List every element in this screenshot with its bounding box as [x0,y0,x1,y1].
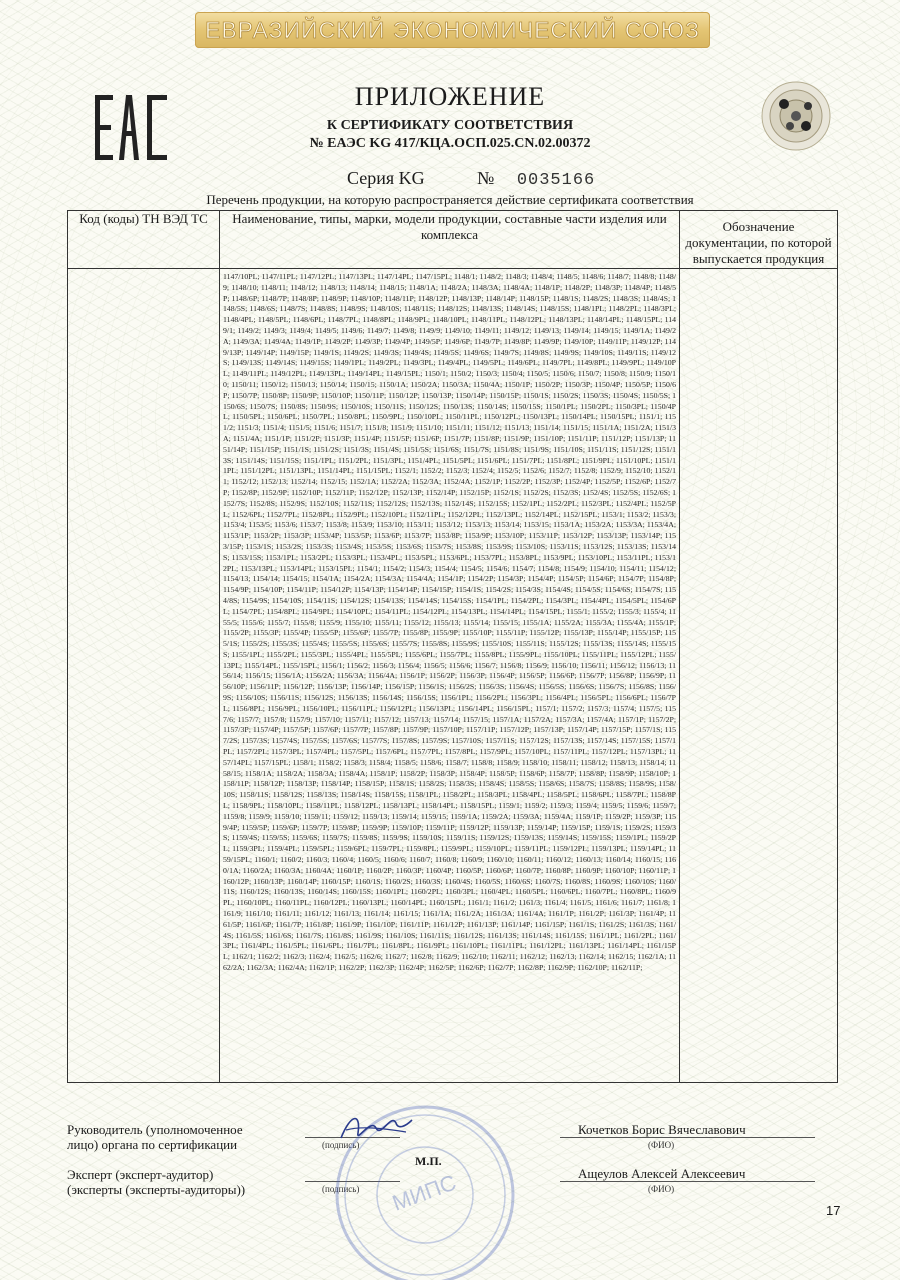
expert-label [67,1167,245,1197]
page-subtitle: К СЕРТИФИКАТУ СООТВЕТСТВИЯ [326,118,574,133]
expert-signature-caption: (подпись) [322,1184,360,1194]
head-label-line-2: лицо) органа по сертификации [67,1137,238,1152]
stamp-place-label: М.П. [415,1154,442,1168]
header-hs-code: Код (коды) ТН ВЭД ТС [68,211,220,269]
expert-name: Ащеулов Алексей Алексеевич [578,1166,746,1181]
eaeu-banner [195,12,710,48]
expert-fio-caption: (ФИО) [648,1184,675,1194]
head-name: Кочетков Борис Вячеславович [578,1122,746,1137]
list-caption: Перечень продукции, на которую распространяется действие сертификата соответствия [206,192,694,207]
series-label: Серия KG [347,168,425,188]
table-row [68,269,838,1083]
head-signature-caption: (подпись) [322,1140,360,1150]
head-label [67,1122,243,1152]
series-line [347,168,595,190]
expert-label-line-1: Эксперт (эксперт-аудитор) [67,1167,214,1182]
head-name-line [560,1137,815,1138]
handwritten-signature-icon [336,1108,416,1148]
hs-code-cell [68,269,220,1083]
header-product-name: Наименование, типы, марки, модели продукции, составные части изделия или комплекса [220,211,680,269]
expert-name-line [560,1181,815,1182]
head-label-line-1: Руководитель (уполномоченное [67,1122,243,1137]
products-table [67,210,838,1083]
product-cell [220,269,680,1083]
banner-text: ЕВРАЗИЙСКИЙ ЭКОНОМИЧЕСКИЙ СОЮЗ [205,16,700,43]
series-no-sign: № [477,168,495,188]
expert-label-line-2: (эксперты (эксперты-аудиторы)) [67,1182,246,1197]
documentation-cell [680,269,838,1083]
page-title: ПРИЛОЖЕНИЕ [354,82,546,111]
head-fio-caption: (ФИО) [648,1140,675,1150]
product-codes-list: 1147/10PL; 1147/11PL; 1147/12PL; 1147/13PL; 1147/14PL; 1147/15PL; 1148/1; 1148/2; 1148/3; 1148/4; 1148/5; 1148/6; 1148/7; 1148/8; 1148/9; 1148/10; 1148/11; 1148/12; 1148/13; 1148/14; 1148/15; 1148/1A; 1148/2A; 1148/3A; 1148/4A; 1148/1P; 1148/2P; 1148/3P; 1148/4P; 1148/5P; 1148/6P; 1148/7P; 1148/8P; 1148/9P; 1148/10P; 1148/11P; 1148/12P; 1148/13P; 1148/14P; 1148/15P; 1148/1S; 1148/2S; 1148/3S; 1148/4S; 1148/5S; 1148/6S; 1148/7S; 1148/8S; 1148/9S; 1148/10S; 1148/11S; 1148/12S; 1148/13S; 1148/14S; 1148/15S; 1148/1PL; 1148/2PL; 1148/3PL; 1148/4PL; 1148/5PL; 1148/6PL; 1148/7PL; 1148/8PL; 1148/9PL; 1148/10PL; 1148/11PL; 1148/12PL; 1148/13PL; 1148/14PL; 1148/15PL; 1149/1; 1149/2; 1149/3; 1149/4; 1149/5; 1149/6; 1149/7; 1149/8; 1149/9; 1149/10; 1149/11; 1149/12; 1149/13; 1149/14; 1149/15; 1149/1A; 1149/2A; 1149/3A; 1149/4A; 1149/1P; 1149/2P; 1149/3P; 1149/4P; 1149/5P; 1149/6P; 1149/7P; 1149/8P; 1149/9P; 1149/10P; 1149/11P; 1149/12P; 1149/13P; 1149/14P; 1149/15P; 1149/1S; 1149/2S; 1149/3S; 1149/4S; 1149/5S; 1149/6S; 1149/7S; 1149/8S; 1149/9S; 1149/10S; 1149/11S; 1149/12S; 1149/13S; 1149/14S; 1149/15S; 1149/1PL; 1149/2PL; 1149/3PL; 1149/4PL; 1149/5PL; 1149/6PL; 1149/7PL; 1149/8PL; 1149/9PL; 1149/10PL; 1149/11PL; 1149/12PL; 1149/13PL; 1149/14PL; 1149/15PL; 1150/1; 1150/2; 1150/3; 1150/4; 1150/5; 1150/6; 1150/7; 1150/8; 1150/9; 1150/10; 1150/11; 1150/12; 1150/13; 1150/14; 1150/15; 1150/1A; 1150/2A; 1150/3A; 1150/4A; 1150/1P; 1150/2P; 1150/3P; 1150/4P; 1150/5P; 1150/6P; 1150/7P; 1150/8P; 1150/9P; 1150/10P; 1150/11P; 1150/12P; 1150/13P; 1150/14P; 1150/15P; 1150/1S; 1150/2S; 1150/3S; 1150/4S; 1150/5S; 1150/6S; 1150/7S; 1150/8S; 1150/9S; 1150/10S; 1150/11S; 1150/12S; 1150/13S; 1150/14S; 1150/15S; 1150/1PL; 1150/2PL; 1150/3PL; 1150/4PL; 1150/5PL; 1150/6PL; 1150/7PL; 1150/8PL; 1150/9PL; 1150/10PL; 1150/11PL; 1150/12PL; 1150/13PL; 1150/14PL; 1150/15PL; 1151/1; 1151/2; 1151/3; 1151/4; 1151/5; 1151/6; 1151/7; 1151/8; 1151/9; 1151/10; 1151/11; 1151/12; 1151/13; 1151/14; 1151/15; 1151/1A; 1151/2A; 1151/3A; 1151/4A; 1151/1P; 1151/2P; 1151/3P; 1151/4P; 1151/5P; 1151/6P; 1151/7P; 1151/8P; 1151/9P; 1151/10P; 1151/11P; 1151/12P; 1151/13P; 1151/14P; 1151/15P; 1151/1S; 1151/2S; 1151/3S; 1151/4S; 1151/5S; 1151/6S; 1151/7S; 1151/8S; 1151/9S; 1151/10S; 1151/11S; 1151/12S; 1151/13S; 1151/14S; 1151/15S; 1151/1PL; 1151/2PL; 1151/3PL; 1151/4PL; 1151/5PL; 1151/6PL; 1151/7PL; 1151/8PL; 1151/9PL; 1151/10PL; 1151/11PL; 1151/12PL; 1151/13PL; 1151/14PL; 1151/15PL; 1152/1; 1152/2; 1152/3; 1152/4; 1152/5; 1152/6; 1152/7; 1152/8; 1152/9; 1152/10; 1152/11; 1152/12; 1152/13; 1152/14; 1152/15; 1152/1A; 1152/2A; 1152/3A; 1152/4A; 1152/1P; 1152/2P; 1152/3P; 1152/4P; 1152/5P; 1152/6P; 1152/7P; 1152/8P; 1152/9P; 1152/10P; 1152/11P; 1152/12P; 1152/13P; 1152/14P; 1152/15P; 1152/1S; 1152/2S; 1152/3S; 1152/4S; 1152/5S; 1152/6S; 1152/7S; 1152/8S; 1152/9S; 1152/10S; 1152/11S; 1152/12S; 1152/13S; 1152/14S; 1152/15S; 1152/1PL; 1152/2PL; 1152/3PL; 1152/4PL; 1152/5PL; 1152/6PL; 1152/7PL; 1152/8PL; 1152/9PL; 1152/10PL; 1152/11PL; 1152/12PL; 1152/13PL; 1152/14PL; 1152/15PL; 1153/1; 1153/2; 1153/3; 1153/4; 1153/5; 1153/6; 1153/7; 1153/8; 1153/9; 1153/10; 1153/11; 1153/12; 1153/13; 1153/14; 1153/15; 1153/1A; 1153/2A; 1153/3A; 1153/4A; 1153/1P; 1153/2P; 1153/3P; 1153/4P; 1153/5P; 1153/6P; 1153/7P; 1153/8P; 1153/9P; 1153/10P; 1153/11P; 1153/12P; 1153/13P; 1153/14P; 1153/15P; 1153/1S; 1153/2S; 1153/3S; 1153/4S; 1153/5S; 1153/6S; 1153/7S; 1153/8S; 1153/9S; 1153/10S; 1153/11S; 1153/12S; 1153/13S; 1153/14S; 1153/15S; 1153/1PL; 1153/2PL; 1153/3PL; 1153/4PL; 1153/5PL; 1153/6PL; 1153/7PL; 1153/8PL; 1153/9PL; 1153/10PL; 1153/11PL; 1153/12PL; 1153/13PL; 1153/14PL; 1153/15PL; 1154/1; 1154/2; 1154/3; 1154/4; 1154/5; 1154/6; 1154/7; 1154/8; 1154/9; 1154/10; 1154/11; 1154/12; 1154/13; 1154/14; 1154/15; 1154/1A; 1154/2A; 1154/3A; 1154/4A; 1154/1P; 1154/2P; 1154/3P; 1154/4P; 1154/5P; 1154/6P; 1154/7P; 1154/8P; 1154/9P; 1154/10P; 1154/11P; 1154/12P; 1154/13P; 1154/14P; 1154/15P; 1154/1S; 1154/2S; 1154/3S; 1154/4S; 1154/5S; 1154/6S; 1154/7S; 1154/8S; 1154/9S; 1154/10S; 1154/11S; 1154/12S; 1154/13S; 1154/14S; 1154/15S; 1154/1PL; 1154/2PL; 1154/3PL; 1154/4PL; 1154/5PL; 1154/6PL; 1154/7PL; 1154/8PL; 1154/9PL; 1154/10PL; 1154/11PL; 1154/12PL; 1154/13PL; 1154/14PL; 1154/15PL; 1155/1; 1155/2; 1155/3; 1155/4; 1155/5; 1155/6; 1155/7; 1155/8; 1155/9; 1155/10; 1155/11; 1155/12; 1155/13; 1155/14; 1155/15; 1155/1A; 1155/2A; 1155/3A; 1155/4A; 1155/1P; 1155/2P; 1155/3P; 1155/4P; 1155/5P; 1155/6P; 1155/7P; 1155/8P; 1155/9P; 1155/10P; 1155/11P; 1155/12P; 1155/13P; 1155/14P; 1155/15P; 1155/1S; 1155/2S; 1155/3S; 1155/4S; 1155/5S; 1155/6S; 1155/7S; 1155/8S; 1155/9S; 1155/10S; 1155/11S; 1155/12S; 1155/13S; 1155/14S; 1155/15S; 1155/1PL; 1155/2PL; 1155/3PL; 1155/4PL; 1155/5PL; 1155/6PL; 1155/7PL; 1155/8PL; 1155/9PL; 1155/10PL; 1155/11PL; 1155/12PL; 1155/13PL; 1155/14PL; 1155/15PL; 1156/1; 1156/2; 1156/3; 1156/4; 1156/5; 1156/6; 1156/7; 1156/8; 1156/9; 1156/10; 1156/11; 1156/12; 1156/13; 1156/14; 1156/15; 1156/1A; 1156/2A; 1156/3A; 1156/4A; 1156/1P; 1156/2P; 1156/3P; 1156/4P; 1156/5P; 1156/6P; 1156/7P; 1156/8P; 1156/9P; 1156/10P; 1156/11P; 1156/12P; 1156/13P; 1156/14P; 1156/15P; 1156/1S; 1156/2S; 1156/3S; 1156/4S; 1156/5S; 1156/6S; 1156/7S; 1156/8S; 1156/9S; 1156/10S; 1156/11S; 1156/12S; 1156/13S; 1156/14S; 1156/15S; 1156/1PL; 1156/2PL; 1156/3PL; 1156/4PL; 1156/5PL; 1156/6PL; 1156/7PL; 1156/8PL; 1156/9PL; 1156/10PL; 1156/11PL; 1156/12PL; 1156/13PL; 1156/14PL; 1156/15PL; 1157/1; 1157/2; 1157/3; 1157/4; 1157/5; 1157/6; 1157/7; 1157/8; 1157/9; 1157/10; 1157/11; 1157/12; 1157/13; 1157/14; 1157/15; 1157/1A; 1157/2A; 1157/3A; 1157/4A; 1157/1P; 1157/2P; 1157/3P; 1157/4P; 1157/5P; 1157/6P; 1157/7P; 1157/8P; 1157/9P; 1157/10P; 1157/11P; 1157/12P; 1157/13P; 1157/14P; 1157/15P; 1157/1S; 1157/2S; 1157/3S; 1157/4S; 1157/5S; 1157/6S; 1157/7S; 1157/8S; 1157/9S; 1157/10S; 1157/11S; 1157/12S; 1157/13S; 1157/14S; 1157/15S; 1157/1PL; 1157/2PL; 1157/3PL; 1157/4PL; 1157/5PL; 1157/6PL; 1157/7PL; 1157/8PL; 1157/9PL; 1157/10PL; 1157/11PL; 1157/12PL; 1157/13PL; 1157/14PL; 1157/15PL; 1158/1; 1158/2; 1158/3; 1158/4; 1158/5; 1158/6; 1158/7; 1158/8; 1158/9; 1158/10; 1158/11; 1158/12; 1158/13; 1158/14; 1158/15; 1158/1A; 1158/2A; 1158/3A; 1158/4A; 1158/1P; 1158/2P; 1158/3P; 1158/4P; 1158/5P; 1158/6P; 1158/7P; 1158/8P; 1158/9P; 1158/10P; 1158/11P; 1158/12P; 1158/13P; 1158/14P; 1158/15P; 1158/1S; 1158/2S; 1158/3S; 1158/4S; 1158/5S; 1158/6S; 1158/7S; 1158/8S; 1158/9S; 1158/10S; 1158/11S; 1158/12S; 1158/13S; 1158/14S; 1158/15S; 1158/1PL; 1158/2PL; 1158/3PL; 1158/4PL; 1158/5PL; 1158/6PL; 1158/7PL; 1158/8PL; 1158/9PL; 1158/10PL; 1158/11PL; 1158/12PL; 1158/13PL; 1158/14PL; 1158/15PL; 1159/1; 1159/2; 1159/3; 1159/4; 1159/5; 1159/6; 1159/7; 1159/8; 1159/9; 1159/10; 1159/11; 1159/12; 1159/13; 1159/14; 1159/15; 1159/1A; 1159/2A; 1159/3A; 1159/4A; 1159/1P; 1159/2P; 1159/3P; 1159/4P; 1159/5P; 1159/6P; 1159/7P; 1159/8P; 1159/9P; 1159/10P; 1159/11P; 1159/12P; 1159/13P; 1159/14P; 1159/15P; 1159/1S; 1159/2S; 1159/3S; 1159/4S; 1159/5S; 1159/6S; 1159/7S; 1159/8S; 1159/9S; 1159/10S; 1159/11S; 1159/12S; 1159/13S; 1159/14S; 1159/15S; 1159/1PL; 1159/2PL; 1159/3PL; 1159/4PL; 1159/5PL; 1159/6PL; 1159/7PL; 1159/8PL; 1159/9PL; 1159/10PL; 1159/11PL; 1159/12PL; 1159/13PL; 1159/14PL; 1159/15PL; 1160/1; 1160/2; 1160/3; 1160/4; 1160/5; 1160/6; 1160/7; 1160/8; 1160/9; 1160/10; 1160/11; 1160/12; 1160/13; 1160/14; 1160/15; 1160/1A; 1160/2A; 1160/3A; 1160/4A; 1160/1P; 1160/2P; 1160/3P; 1160/4P; 1160/5P; 1160/6P; 1160/7P; 1160/8P; 1160/9P; 1160/10P; 1160/11P; 1160/12P; 1160/13P; 1160/14P; 1160/15P; 1160/1S; 1160/2S; 1160/3S; 1160/4S; 1160/5S; 1160/6S; 1160/7S; 1160/8S; 1160/9S; 1160/10S; 1160/11S; 1160/12S; 1160/13S; 1160/14S; 1160/15S; 1160/1PL; 1160/2PL; 1160/3PL; 1160/4PL; 1160/5PL; 1160/6PL; 1160/7PL; 1160/8PL; 1160/9PL; 1160/10PL; 1160/11PL; 1160/12PL; 1160/13PL; 1160/14PL; 1160/15PL; 1161/1; 1161/2; 1161/3; 1161/4; 1161/5; 1161/6; 1161/7; 1161/8; 1161/9; 1161/10; 1161/11; 1161/12; 1161/13; 1161/14; 1161/15; 1161/1A; 1161/2A; 1161/3A; 1161/4A; 1161/1P; 1161/2P; 1161/3P; 1161/4P; 1161/5P; 1161/6P; 1161/7P; 1161/8P; 1161/9P; 1161/10P; 1161/11P; 1161/12P; 1161/13P; 1161/14P; 1161/15P; 1161/1S; 1161/2S; 1161/3S; 1161/4S; 1161/5S; 1161/6S; 1161/7S; 1161/8S; 1161/9S; 1161/10S; 1161/11S; 1161/12S; 1161/13S; 1161/14S; 1161/15S; 1161/1PL; 1161/2PL; 1161/3PL; 1161/4PL; 1161/5PL; 1161/6PL; 1161/7PL; 1161/8PL; 1161/9PL; 1161/10PL; 1161/11PL; 1161/12PL; 1161/13PL; 1161/14PL; 1161/15PL; 1162/1; 1162/2; 1162/3; 1162/4; 1162/5; 1162/6; 1162/7; 1162/8; 1162/9; 1162/10; 1162/11; 1162/12; 1162/13; 1162/14; 1162/15; 1162/1A; 1162/2A; 1162/3A; 1162/4A; 1162/1P; 1162/2P; 1162/3P; 1162/4P; 1162/5P; 1162/6P; 1162/7P; 1162/8P; 1162/9P; 1162/10P; 1162/11P; [223,272,676,972]
page-number: 17 [826,1203,841,1218]
svg-text:МИПС: МИПС [388,1169,460,1216]
header-documentation: Обозначение документации, по которой выпускается продукция [680,211,838,269]
certificate-number: № ЕАЭС KG 417/КЦА.ОСП.025.CN.02.00372 [309,136,591,151]
table-header-row [68,211,838,269]
series-number: 0035166 [516,171,596,190]
